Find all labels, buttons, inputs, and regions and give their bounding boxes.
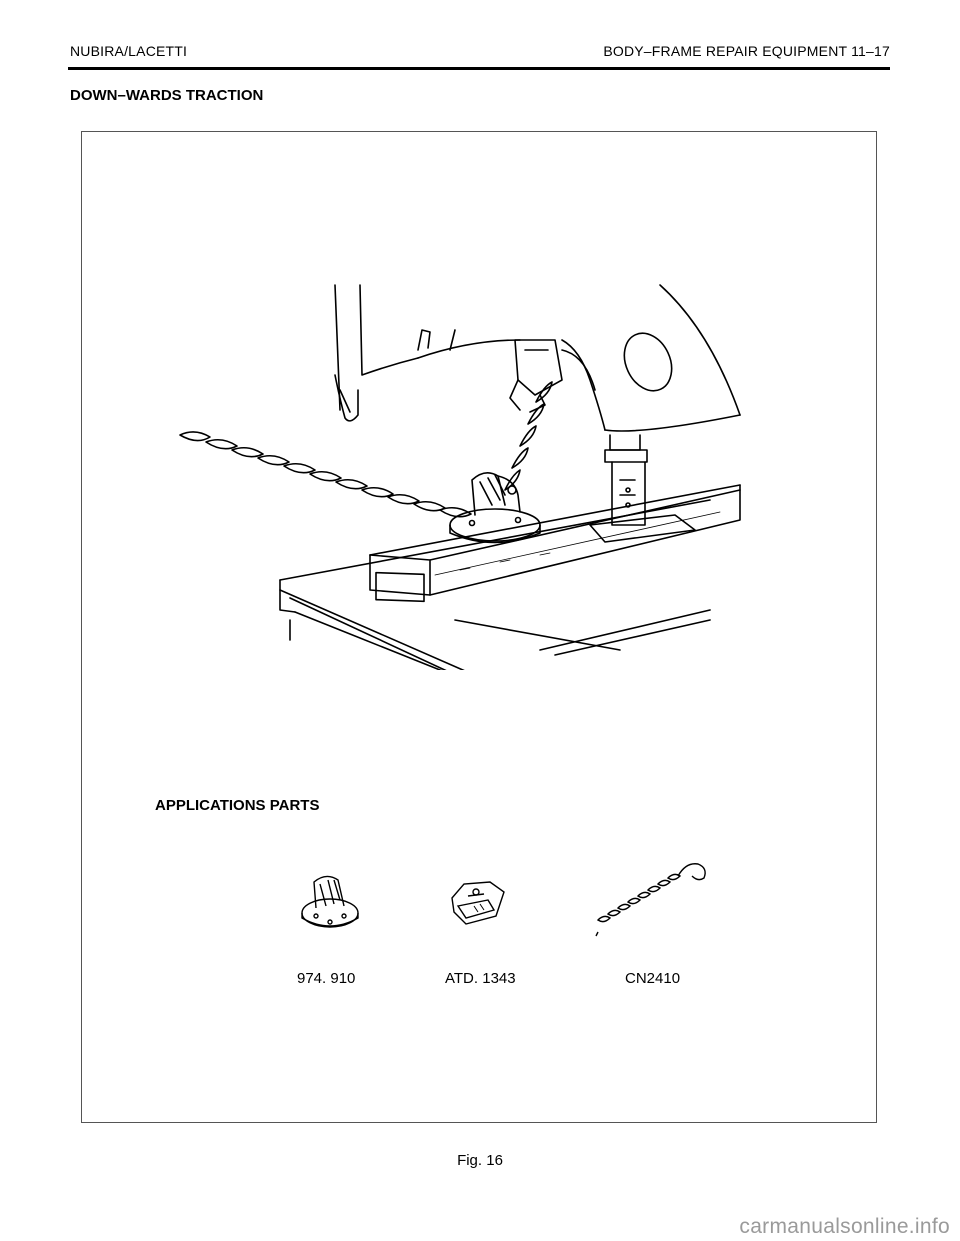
part-label-3: CN2410 xyxy=(625,970,681,987)
header-rule xyxy=(68,67,890,70)
part-label-1: 974. 910 xyxy=(297,970,356,987)
header-right: BODY–FRAME REPAIR EQUIPMENT 11–17 xyxy=(603,43,890,59)
pulling-chain xyxy=(180,432,471,517)
part-label-2: ATD. 1343 xyxy=(445,970,516,987)
support-post xyxy=(590,435,695,542)
vertical-chain xyxy=(505,382,552,490)
applications-title: APPLICATIONS PARTS xyxy=(155,797,320,814)
header-left: NUBIRA/LACETTI xyxy=(70,43,188,59)
anchor-pot-icon xyxy=(296,868,364,936)
watermark: carmanualsonline.info xyxy=(739,1215,950,1238)
clamp-adapter-icon xyxy=(444,876,514,932)
section-title: DOWN–WARDS TRACTION xyxy=(70,87,264,104)
chain-hook-icon xyxy=(590,858,724,942)
downwards-traction-drawing xyxy=(100,150,760,670)
figure-caption: Fig. 16 xyxy=(457,1152,503,1169)
